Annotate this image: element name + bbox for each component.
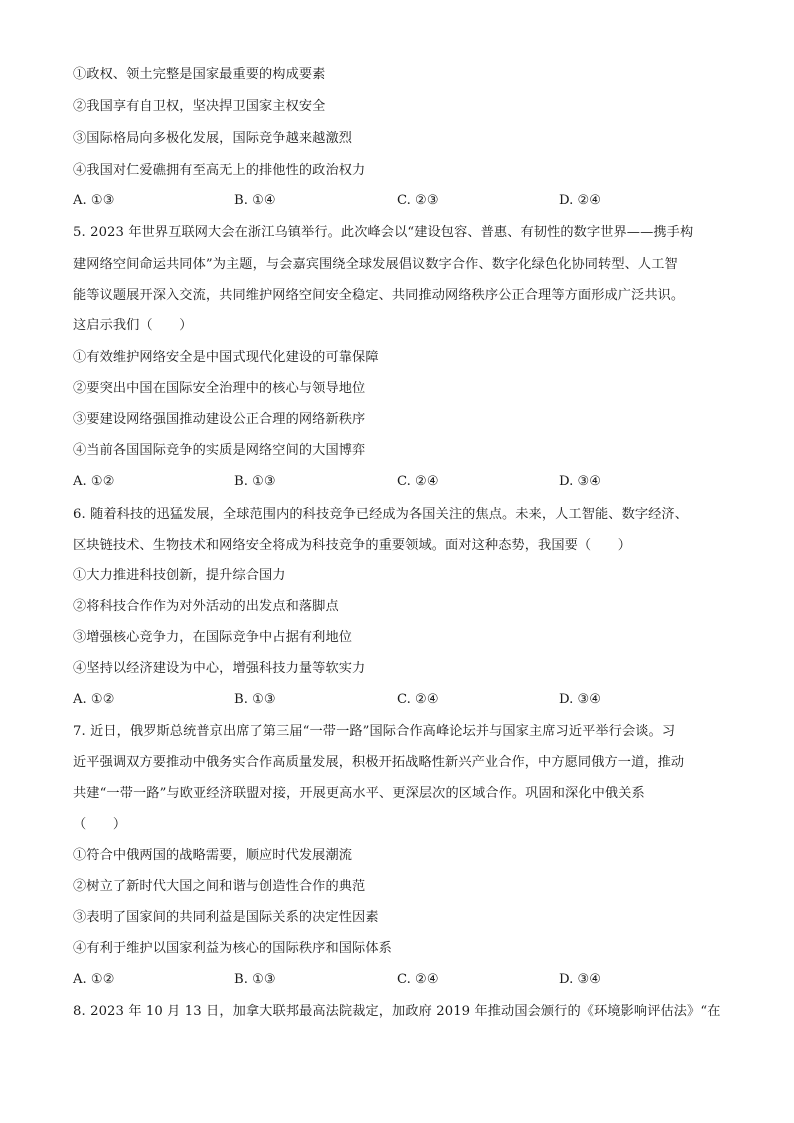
q5-choice-b: B. ①③: [234, 474, 276, 489]
q8-stem-line-1: 8. 2023 年 10 月 13 日，加拿大联邦最高法院裁定，加政府 2019 年推动国会颁行的《环境影响评估法》“在: [73, 1004, 721, 1019]
q4-choice-a: A. ①③: [73, 193, 115, 208]
q5-choice-c: C. ②④: [397, 474, 439, 489]
q5-option-4: ④当前各国国际竞争的实质是网络空间的大国博弈: [73, 443, 366, 458]
q6-option-1: ①大力推进科技创新，提升综合国力: [73, 568, 286, 583]
q6-option-3: ③增强核心竞争力，在国际竞争中占据有利地位: [73, 630, 353, 645]
q5-stem-line-2: 建网络空间命运共同体”为主题，与会嘉宾围绕全球发展倡议数字合作、数字化绿色化协同转型、人工智: [73, 257, 678, 272]
q5-stem-line-4: 这启示我们（ ）: [73, 318, 193, 333]
q5-option-3: ③要建设网络强国推动建设公正合理的网络新秩序: [73, 412, 366, 427]
q5-choices: [73, 472, 733, 492]
q7-option-4: ④有利于维护以国家利益为核心的国际秩序和国际体系: [73, 941, 392, 956]
q6-choices: [73, 690, 733, 710]
q7-option-1: ①符合中俄两国的战略需要，顺应时代发展潮流: [73, 848, 353, 863]
q6-option-2: ②将科技合作作为对外活动的出发点和落脚点: [73, 599, 339, 614]
q6-choice-b: B. ①③: [234, 692, 276, 707]
q5-stem-line-1: 5. 2023 年世界互联网大会在浙江乌镇举行。此次峰会以“建设包容、普惠、有韧性的数字世界——携手构: [73, 225, 694, 240]
q6-stem-line-1: 6. 随着科技的迅猛发展，全球范围内的科技竞争已经成为各国关注的焦点。未来，人工智能、数字经济、: [73, 507, 689, 522]
q6-choice-a: A. ①②: [73, 692, 115, 707]
q7-choice-a: A. ①②: [73, 972, 115, 987]
q5-choice-a: A. ①②: [73, 474, 115, 489]
q4-option-3: ③国际格局向多极化发展，国际竞争越来越激烈: [73, 131, 353, 146]
q7-choices: [73, 970, 733, 990]
q7-choice-b: B. ①③: [234, 972, 276, 987]
q4-choice-c: C. ②③: [397, 193, 439, 208]
q5-stem-line-3: 能等议题展开深入交流，共同维护网络空间安全稳定、共同推动网络秩序公正合理等方面形成广泛共识。: [73, 288, 685, 303]
q4-option-1: ①政权、领土完整是国家最重要的构成要素: [73, 67, 326, 82]
q6-stem-line-2: 区块链技术、生物技术和网络安全将成为科技竞争的重要领域。面对这种态势，我国要（ ）: [73, 538, 632, 553]
q4-choice-b: B. ①④: [234, 193, 276, 208]
q4-choice-d: D. ②④: [559, 193, 602, 208]
q4-option-4: ④我国对仁爱礁拥有至高无上的排他性的政治权力: [73, 163, 366, 178]
q7-stem-line-2: 近平强调双方要推动中俄务实合作高质量发展，积极开拓战略性新兴产业合作，中方愿同俄方一道，推动: [73, 755, 685, 770]
q7-option-3: ③表明了国家间的共同利益是国际关系的决定性因素: [73, 910, 379, 925]
q6-option-4: ④坚持以经济建设为中心，增强科技力量等软实力: [73, 661, 366, 676]
q7-stem-line-3: 共建“一带一路”与欧亚经济联盟对接，开展更高水平、更深层次的区域合作。巩固和深化中俄关系: [73, 786, 645, 801]
q6-choice-d: D. ③④: [559, 692, 602, 707]
q6-choice-c: C. ②④: [397, 692, 439, 707]
q7-option-2: ②树立了新时代大国之间和谐与创造性合作的典范: [73, 879, 366, 894]
q5-option-2: ②要突出中国在国际安全治理中的核心与领导地位: [73, 381, 366, 396]
q7-stem-line-1: 7. 近日，俄罗斯总统普京出席了第三届“一带一路”国际合作高峰论坛并与国家主席习近平举行会谈。习: [73, 724, 676, 739]
q7-stem-line-4: （ ）: [73, 817, 127, 832]
q4-choices: [73, 191, 733, 211]
q5-option-1: ①有效维护网络安全是中国式现代化建设的可靠保障: [73, 350, 379, 365]
q4-option-2: ②我国享有自卫权，坚决捍卫国家主权安全: [73, 99, 326, 114]
q7-choice-c: C. ②④: [397, 972, 439, 987]
q5-choice-d: D. ③④: [559, 474, 602, 489]
q7-choice-d: D. ③④: [559, 972, 602, 987]
